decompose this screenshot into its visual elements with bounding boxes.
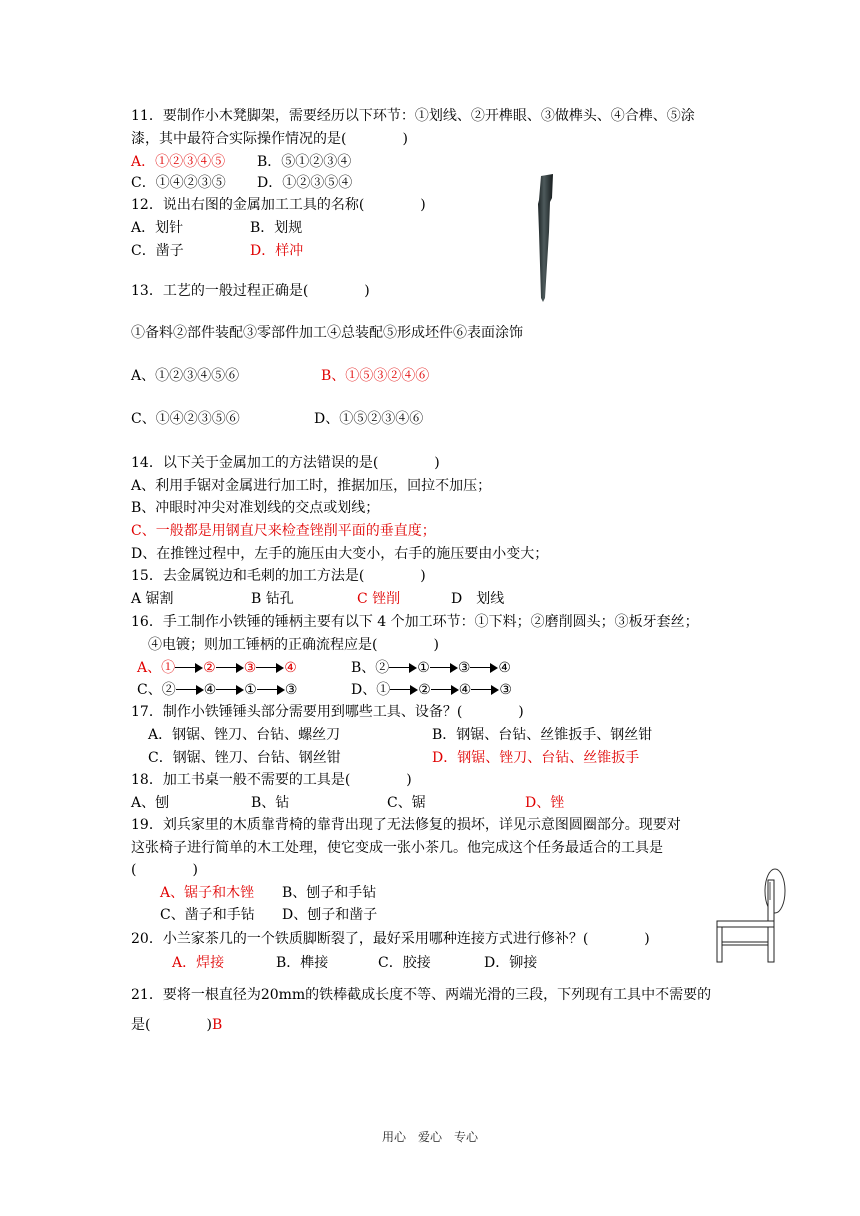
q13-option-c: C、①④②③⑤⑥	[131, 411, 240, 427]
q21-stem-text: 是( )	[131, 1017, 212, 1033]
q14-stem: 14．以下关于金属加工的方法错误的是( )	[131, 455, 440, 471]
q21-stem-line1: 21．要将一根直径为20mm的铁棒截成长度不等、两端光滑的三段，下列现有工具中不需要的	[131, 987, 712, 1003]
q11-options-row1	[131, 153, 351, 171]
q11-stem-line2: 漆，其中最符合实际操作情况的是( )	[131, 131, 408, 147]
q13-option-b: B、①⑤③②④⑥	[321, 368, 430, 384]
q17-option-a: A．钢锯、锉刀、台钻、螺丝刀	[148, 727, 341, 743]
q16-option-b: B、② ① ③ ④	[351, 660, 511, 676]
q20-option-a: A．焊接	[172, 955, 225, 971]
q12-option-b: B．划规	[250, 220, 303, 236]
q17-option-b: B．钢锯、台钻、丝锥扳手、钢丝钳	[432, 727, 653, 743]
q19-options-row1	[160, 884, 376, 902]
q11-option-b: B．⑤①②③④	[257, 154, 352, 170]
q16-options-row2	[137, 681, 512, 699]
arrow-icon	[256, 663, 284, 673]
arrow-icon	[176, 685, 204, 695]
arrow-icon	[389, 663, 417, 673]
q13-steps: ①备料②部件装配③零部件加工④总装配⑤形成坯件⑥表面涂饰	[131, 325, 523, 341]
q17-option-d: D．钢锯、锉刀、台钻、丝锥扳手	[432, 750, 640, 766]
arrow-icon	[430, 663, 458, 673]
q11-stem-line1: 11．要制作小木凳脚架，需要经历以下环节：①划线、②开榫眼、③做榫头、④合榫、⑤涂	[131, 108, 695, 124]
q16-option-a: A、① ② ③ ④	[137, 660, 297, 676]
q15-stem: 15．去金属锐边和毛刺的加工方法是( )	[131, 568, 426, 584]
q12-options-row1	[131, 219, 302, 237]
arrow-icon	[216, 663, 244, 673]
q17-stem: 17．制作小铁锤锤头部分需要用到哪些工具、设备？( )	[131, 704, 524, 720]
q19-stem-line2: 这张椅子进行简单的木工处理，使它变成一张小茶几。他完成这个任务最适合的工具是	[131, 840, 663, 856]
q12-option-c: C．凿子	[131, 243, 184, 259]
q16-options-row1	[137, 659, 511, 677]
q13-options-row1	[131, 367, 429, 385]
arrow-icon	[216, 685, 244, 695]
q14-option-a: A、利用手锯对金属进行加工时，推据加压，回拉不加压；	[131, 478, 492, 494]
q15-options	[131, 590, 504, 608]
q18-stem: 18．加工书桌一般不需要的工具是( )	[131, 772, 412, 788]
q21-stem-line2	[131, 1016, 222, 1034]
q21-answer: B	[211, 1017, 223, 1033]
q20-options	[172, 954, 537, 972]
q19-option-b: B、刨子和手钻	[282, 885, 377, 901]
arrow-icon	[175, 663, 203, 673]
q19-option-c: C、凿子和手钻	[160, 907, 255, 923]
q19-options-row2	[160, 906, 377, 924]
q18-option-d: D、锉	[525, 795, 565, 811]
q19-stem-line3: ( )	[131, 862, 198, 878]
q16-option-d: D、① ② ④ ③	[351, 682, 512, 698]
q20-stem: 20．小兰家茶几的一个铁质脚断裂了，最好采用哪种连接方式进行修补？( )	[131, 931, 650, 947]
q19-option-d: D、刨子和凿子	[282, 907, 378, 923]
q17-options-row1	[148, 726, 652, 744]
q11-option-d: D．①②③⑤④	[257, 175, 353, 191]
q12-stem: 12．说出右图的金属加工工具的名称( )	[131, 197, 426, 213]
q18-options	[131, 794, 564, 812]
q16-option-c: C、② ④ ① ③	[137, 682, 298, 698]
chair-illustration	[712, 868, 792, 964]
q18-option-b: B、钻	[251, 795, 290, 811]
q19-option-a: A、锯子和木锉	[160, 885, 255, 901]
q13-option-a: A、①②③④⑤⑥	[131, 368, 240, 384]
q11-option-c: C．①④②③⑤	[131, 175, 226, 191]
q18-option-c: C、锯	[387, 795, 426, 811]
q20-option-c: C．胶接	[378, 955, 431, 971]
q12-options-row2	[131, 242, 303, 260]
q12-option-d: D．样冲	[250, 243, 304, 259]
q14-option-d: D、在推锉过程中，左手的施压由大变小，右手的施压要由小变大；	[131, 546, 549, 562]
q15-option-c: C 锉削	[357, 591, 401, 607]
q18-option-a: A、刨	[131, 795, 170, 811]
q16-stem-line2: ④电镀；则加工锤柄的正确流程应是( )	[148, 637, 439, 653]
center-punch-image	[528, 172, 560, 304]
q17-options-row2	[148, 749, 639, 767]
q20-option-d: D．铆接	[484, 955, 538, 971]
q20-option-b: B．榫接	[276, 955, 329, 971]
q13-option-d: D、①⑤②③④⑥	[314, 411, 424, 427]
arrow-icon	[257, 685, 285, 695]
page-footer: 用心 爱心 专心	[381, 1130, 478, 1144]
q14-option-c: C、一般都是用钢直尺来检查锉削平面的垂直度；	[131, 523, 436, 539]
q12-option-a: A．划针	[131, 220, 184, 236]
arrow-icon	[390, 685, 418, 695]
q11-option-a: A．①②③④⑤	[131, 154, 226, 170]
q14-option-b: B、冲眼时冲尖对准划线的交点或划线；	[131, 500, 380, 516]
q15-option-b: B 钻孔	[251, 591, 294, 607]
q19-stem-line1: 19．刘兵家里的木质靠背椅的靠背出现了无法修复的损坏，详见示意图圆圈部分。现要对	[131, 817, 681, 833]
q13-options-row2	[131, 410, 423, 428]
arrow-icon	[431, 685, 459, 695]
arrow-icon	[471, 685, 499, 695]
q16-stem-line1: 16．手工制作小铁锤的锤柄主要有以下 4 个加工环节：①下料；②磨削圆头；③板牙套丝；	[131, 614, 699, 630]
q15-option-d: D 划线	[451, 591, 505, 607]
q13-stem: 13．工艺的一般过程正确是( )	[131, 283, 370, 299]
q17-option-c: C．钢锯、锉刀、台钻、钢丝钳	[148, 750, 341, 766]
q11-options-row2	[131, 174, 352, 192]
arrow-icon	[470, 663, 498, 673]
q15-option-a: A 锯割	[131, 591, 174, 607]
